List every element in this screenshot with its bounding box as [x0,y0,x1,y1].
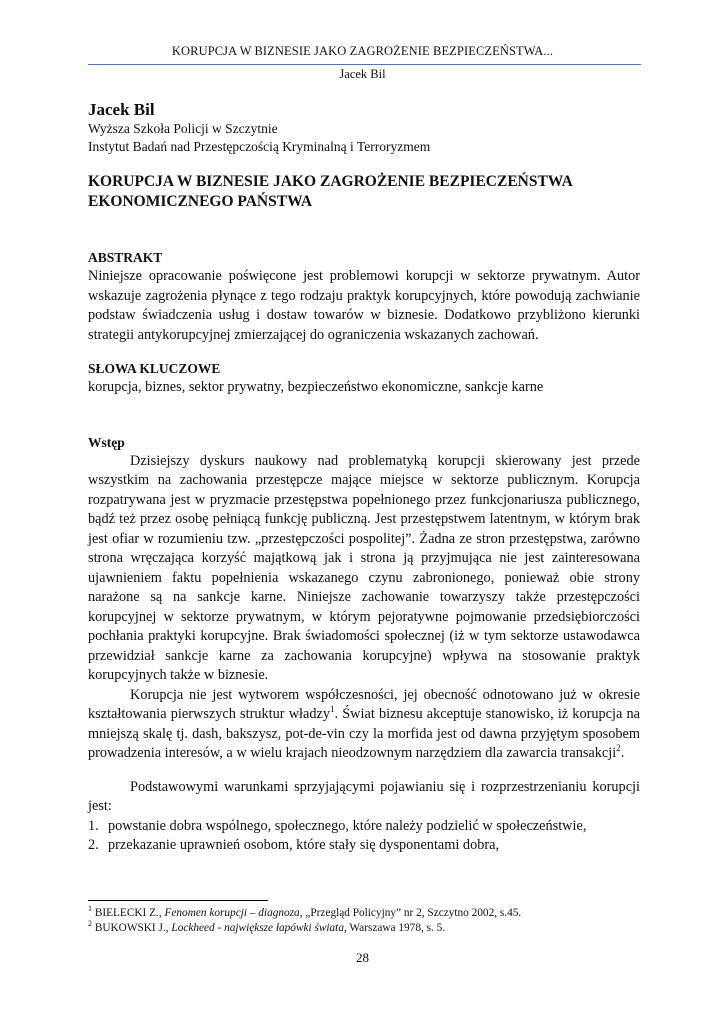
footnote-separator [88,900,268,901]
footnote-text: BUKOWSKI J., [92,922,172,934]
article-body [88,100,640,856]
footnote-ref-2[interactable]: 2 [616,743,621,754]
affiliation-line-2: Instytut Badań nad Przestępczością Kryminalną i Terroryzmem [88,139,431,154]
footnotes [88,906,640,936]
footnote-ref-1[interactable]: 1 [329,704,335,715]
list-item [88,817,640,837]
running-header-author: Jacek Bil [339,67,386,81]
footnote-text: , „Przegląd Policyjny” nr 2, Szczytno 2002, s.45. [299,907,522,919]
abstract-text: Niniejsze opracowanie poświęcone jest problemowi korupcji w sektorze prywatnym. Autor wskazuje zagrożenia płynące z tego rodzaju praktyk korupcyjnych, które powodują zachwianie podstaw świadczenia usług i dostaw towarów w biznesie. Dodatkowo przybliżono kierunki strategii antykorupcyjnej zmierzającej do ograniczenia wskazanych zachowań. [88,268,640,343]
list-item-text: przekazanie uprawnień osobom, które stały się dysponentami dobra, [108,837,500,853]
running-header-title: KORUPCJA W BIZNESIE JAKO ZAGROŻENIE BEZPIECZEŃSTWA... [171,44,554,58]
intro-paragraph-2 [88,686,640,764]
affiliation-line-1: Wyższa Szkoła Policji w Szczytnie [88,121,278,136]
keywords-text: korupcja, biznes, sektor prywatny, bezpieczeństwo ekonomiczne, sankcje karne [88,379,544,395]
intro-paragraph-3: Podstawowymi warunkami sprzyjającymi pojawianiu się i rozprzestrzenianiu korupcji jest: [88,778,640,814]
intro-paragraph-2-text-a: Korupcja nie jest wytworem współczesności, jej obecność odnotowano już w okresie kształtowania pierwszych struktur władzy [88,686,640,722]
article-title: KORUPCJA W BIZNESIE JAKO ZAGROŻENIE BEZPIECZEŃSTWA EKONOMICZNEGO PAŃSTWA [88,173,572,210]
list-item [88,836,640,856]
footnote-2 [88,921,640,936]
keywords-heading: SŁOWA KLUCZOWE [88,361,221,376]
intro-heading: Wstęp [88,434,125,450]
intro-paragraph-2-text-b: . Świat biznesu akceptuje stanowisko, iż korupcja na mniejszą skalę tj. dash, bakszysz, pot-de-vin czy la morfida jest od dawna przyjętym sposobem prowadzenia interesów, a w wielu krajach nieodzownym narzędziem dla zawarcia transakcji [88,706,640,761]
footnote-1 [88,906,640,921]
list-item-number: 2. [88,837,99,853]
intro-paragraph-1: Dzisiejszy dyskurs naukowy nad problematyką korupcji skierowany jest przede wszystkim na zachowania przestępcze mające miejsce w sektorze publicznym. Korupcja rozpatrywana jest w pryzmacie przestępstwa popełnionego przez funkcjonariusza publicznego, bądź też przez osobę pełniącą funkcję publiczną. Jest przestępstwem latentnym, w którym brak jest ofiar w rozumieniu tzw. „przestępczości pospolitej”. Żadna ze stron przestępstwa, zarówno strona wręczająca korzyść majątkową jak i strona ją przyjmująca nie jest zainteresowana ujawnieniem faktu popełnienia wskazanego czynu zabronionego, ponieważ obie strony narażone są na sankcje karne. Niniejsze zachowanie towarzyszy także przestępczości korupcyjnej w sektorze prywatnym, w którym pejoratywne pojmowanie przedsiębiorczości pochłania praktyki korupcyjne. Brak świadomości społecznej (iż w tym sektorze ustawodawca przewidział sankcje karne za zachowania korupcyjne) wpływa na stosowanie praktyk korupcyjnych także w biznesie. [88,452,640,683]
author-name: Jacek Bil [88,100,155,119]
list-item-text: powstanie dobra wspólnego, społecznego, które należy podzielić w społeczeństwie, [108,817,587,834]
page-number: 28 [356,950,369,965]
footnote-number: 1 [88,904,92,914]
footnote-title: Lockheed - największe łapówki świata [171,922,344,934]
footnote-text: , Warszawa 1978, s. 5. [343,922,446,934]
abstract-heading: ABSTRAKT [88,250,163,265]
footnote-text: BIELECKI Z., [92,907,165,919]
list-item-number: 1. [88,817,99,834]
footnote-number: 2 [88,919,92,929]
header-rule [88,64,641,65]
intro-paragraph-2-text-c: . [620,745,625,761]
footnote-title: Fenomen korupcji – diagnoza [164,907,300,919]
conditions-list [88,817,640,856]
